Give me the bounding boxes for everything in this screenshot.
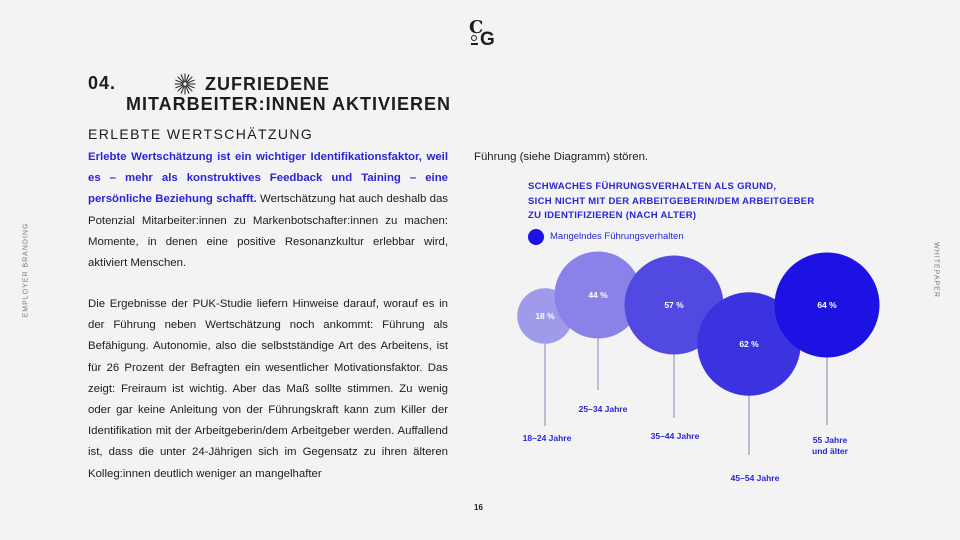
bubble-category-label: 35–44 Jahre xyxy=(650,431,700,441)
bubble-category-label: 18–24 Jahre xyxy=(522,433,572,443)
sidebar-label-right: WHITEPAPER xyxy=(932,242,940,298)
section-title-line1: ZUFRIEDENE xyxy=(205,74,331,94)
paragraph-2: Die Ergebnisse der PUK-Studie liefern Hinweise darauf, worauf es in der Führung neben Wertschätzung noch ankommt: Führung als Befähigung. Autonomie, also die selbstständige Art des Arbeitens, ist für 26 Prozent der Befragten ein wesentlicher Motivationsfaktor. Das zeigt: Freiraum ist wichtig. Aber das Maß sollte stimmen. Zu wenig oder gar keine Anleitung von der Führungskraft kann zum Killer der Identifikation mit der Arbeitgeberin/dem Arbeitgeber werden. Auffallend ist, dass die unter 24-Jährigen sich im Gegensatz zu ihren älteren Kolleg:innen deutlich weniger an mangelhafter xyxy=(88,298,448,480)
section-number: 04. xyxy=(88,73,117,93)
logo-letter-c: C xyxy=(469,17,484,38)
bubble-category-label: 45–54 Jahre xyxy=(730,473,780,483)
chart-title-line: ZU IDENTIFIZIEREN (NACH ALTER) xyxy=(528,210,697,221)
bubble-value-label: 64 % xyxy=(817,300,837,310)
chart-title-line: SICH NICHT MIT DER ARBEITGEBERIN/DEM ARBEITGEBER xyxy=(528,195,815,207)
bubble-category-label: 25–34 Jahre xyxy=(578,404,628,414)
section-title-line2: MITARBEITER:INNEN AKTIVIEREN xyxy=(126,94,451,114)
sidebar-label-left: EMPLOYER BRANDING xyxy=(22,222,30,318)
bubble-value-label: 18 % xyxy=(535,311,555,321)
paragraph-1-highlight: Erlebte Wertschätzung ist ein wichtiger Identifikationsfaktor, weil es – mehr als konstruktives Feedback und Taining – eine persönliche Beziehung schafft. xyxy=(88,151,448,206)
bubble-category-label: 55 Jahre xyxy=(812,435,848,445)
bubble-value-label: 44 % xyxy=(588,290,608,300)
subheading: ERLEBTE WERTSCHÄTZUNG xyxy=(88,126,314,142)
page-number: 16 xyxy=(474,503,483,512)
bubble-value-label: 57 % xyxy=(664,300,684,310)
logo-letter-g: G xyxy=(480,29,495,50)
paragraph-1-rest: Wertschätzung hat auch deshalb das Potenzial Mitarbeiter:innen zu Markenbotschafter:innen zu machen: Momente, in denen eine positive Resonanzkultur erlebbar wird, aktiviert Menschen. xyxy=(88,193,448,270)
column-2-text: Führung (siehe Diagramm) stören. xyxy=(474,151,649,163)
bubble-value-label: 62 % xyxy=(739,339,759,349)
bubble-category-label: und älter xyxy=(812,446,848,456)
legend-label: Mangelndes Führungsverhalten xyxy=(550,231,684,242)
chart-title-line: SCHWACHES FÜHRUNGSVERHALTEN ALS GRUND, xyxy=(528,181,777,192)
